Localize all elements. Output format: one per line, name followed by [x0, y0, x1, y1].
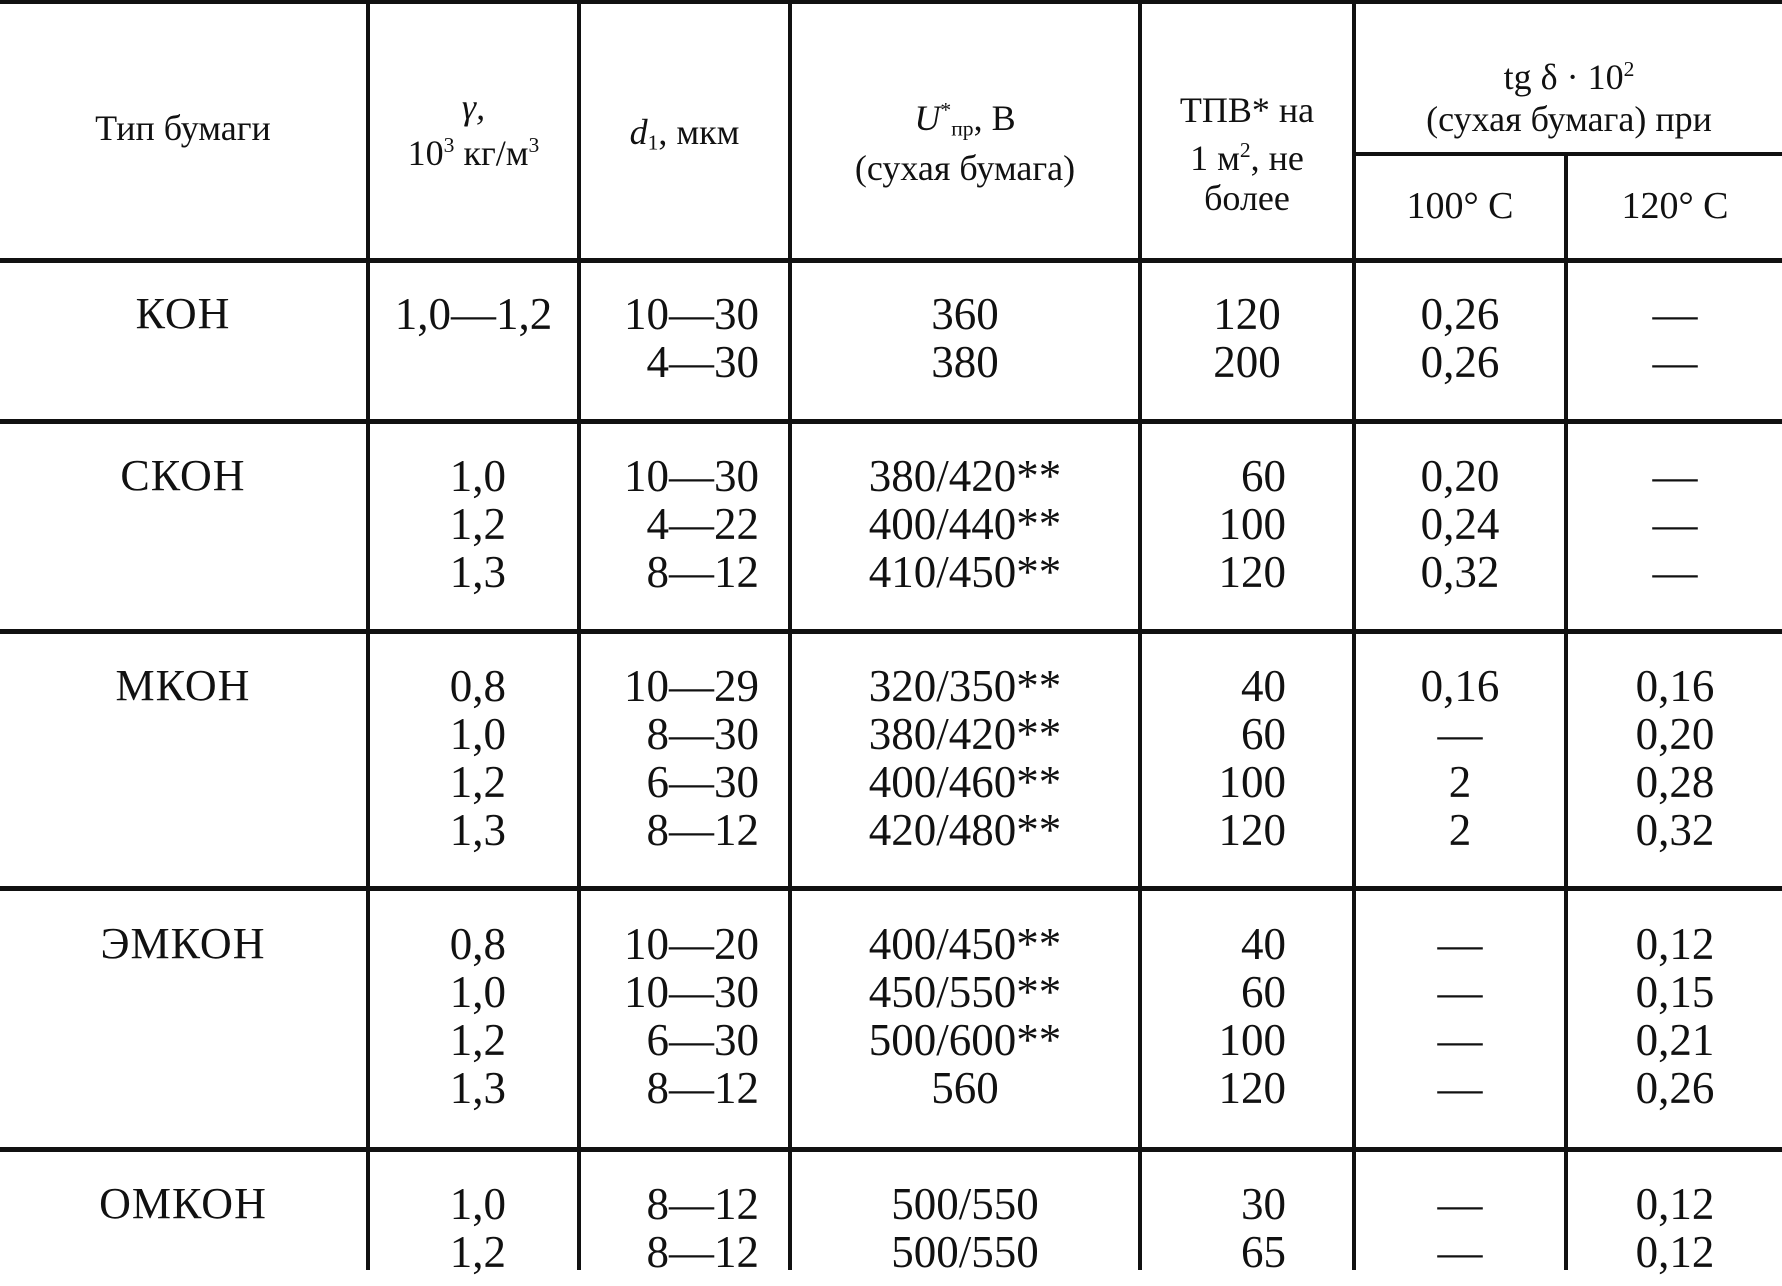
header-tg-120: [1568, 186, 1782, 226]
gamma-omkon: 1,0 1,2: [449, 1179, 506, 1277]
header-thickness: [581, 112, 788, 162]
tg120-omkon: 0,12 0,12: [1635, 1179, 1715, 1277]
tpv-kon: 120 200: [1213, 289, 1281, 387]
row-divider-4: [0, 1147, 1782, 1152]
tg120-skon: — — —: [1652, 451, 1698, 597]
gamma-skon: 1,0 1,2 1,3: [449, 451, 506, 597]
header-voltage: [792, 90, 1138, 188]
gamma-emkon: 0,8 1,0 1,2 1,3: [449, 919, 506, 1113]
tpv-line2: [1142, 130, 1352, 178]
header-bottom-rule: [0, 258, 1782, 263]
row-divider-2: [0, 629, 1782, 634]
row-divider-1: [0, 419, 1782, 424]
tpv-line3: более: [1204, 177, 1290, 218]
u-sub: пр: [951, 116, 974, 141]
header-gamma-symbol: γ,: [461, 87, 486, 127]
tpv-line2-pre: 1 м: [1190, 137, 1240, 178]
paper-type-emkon: ЭМКОН: [100, 919, 266, 968]
header-tg-title: [1356, 48, 1782, 98]
voltage-skon: 380/420** 400/440** 410/450**: [868, 451, 1062, 597]
top-rule: [0, 0, 1782, 4]
thickness-skon: 10—30 4—22 8—12: [624, 451, 759, 597]
header-tpv: [1142, 90, 1352, 218]
tpv-line2-post: , не: [1250, 137, 1304, 178]
header-paper-type: [0, 108, 366, 148]
tg-100-label: 100° С: [1406, 185, 1514, 227]
gamma-kon: 1,0—1,2: [394, 289, 553, 339]
thickness-omkon: 8—12 8—12: [646, 1179, 759, 1277]
thickness-kon: 10—30 4—30: [624, 289, 759, 387]
thickness-emkon: 10—20 10—30 6—30 8—12: [624, 919, 759, 1113]
header-gamma-unit: [370, 126, 577, 172]
tpv-line1: ТПВ* на: [1179, 90, 1315, 130]
paper-type-omkon: ОМКОН: [99, 1179, 267, 1228]
gamma-unit-base: 10: [407, 132, 444, 173]
tg100-mkon: 0,16 — 2 2: [1420, 661, 1500, 855]
tpv-emkon: 40 60 100 120: [1218, 919, 1286, 1113]
tpv-omkon: 30 65: [1241, 1179, 1286, 1277]
u-sup: *: [940, 98, 952, 122]
tg100-emkon: — — — —: [1437, 919, 1483, 1113]
tpv-skon: 60 100 120: [1218, 451, 1286, 597]
header-paper-type-label: Тип бумаги: [95, 108, 271, 148]
d-symbol: d: [629, 112, 648, 152]
tpv-line2-exp: 2: [1239, 138, 1251, 162]
header-tg-note: (сухая бумага) при: [1426, 98, 1712, 139]
tpv-mkon: 40 60 100 120: [1218, 661, 1286, 855]
tg-120-label: 120° С: [1621, 185, 1729, 227]
d-sub: 1: [647, 130, 659, 155]
gamma-unit-rest: кг/м: [463, 132, 529, 173]
voltage-omkon: 500/550 500/550: [891, 1179, 1039, 1277]
header-voltage-line1: [792, 90, 1138, 148]
gamma-unit-exp2: 3: [528, 133, 540, 157]
tg100-skon: 0,20 0,24 0,32: [1420, 451, 1500, 597]
header-tg: [1356, 48, 1782, 140]
header-voltage-note: (сухая бумага): [854, 148, 1076, 189]
header-tg-100: [1356, 186, 1564, 226]
u-symbol: U: [914, 97, 941, 138]
gamma-mkon: 0,8 1,0 1,2 1,3: [449, 661, 506, 855]
tg120-mkon: 0,16 0,20 0,28 0,32: [1635, 661, 1715, 855]
thickness-mkon: 10—29 8—30 6—30 8—12: [624, 661, 759, 855]
tg-exp: 2: [1623, 57, 1635, 81]
d-unit: , мкм: [658, 112, 740, 152]
tg-title: tg δ · 10: [1503, 56, 1624, 97]
tg120-kon: — —: [1652, 289, 1698, 387]
voltage-emkon: 400/450** 450/550** 500/600** 560: [868, 919, 1062, 1113]
gamma-unit-exp: 3: [443, 133, 455, 157]
paper-type-kon: КОН: [135, 289, 231, 338]
paper-type-mkon: МКОН: [115, 661, 251, 710]
voltage-mkon: 320/350** 380/420** 400/460** 420/480**: [868, 661, 1062, 855]
tg120-emkon: 0,12 0,15 0,21 0,26: [1635, 919, 1715, 1113]
paper-type-skon: СКОН: [120, 451, 246, 500]
row-divider-3: [0, 886, 1782, 891]
voltage-kon: 360 380: [931, 289, 999, 387]
u-unit: , В: [973, 97, 1016, 138]
tg100-kon: 0,26 0,26: [1420, 289, 1500, 387]
tg100-omkon: — —: [1437, 1179, 1483, 1277]
header-gamma: [370, 88, 577, 172]
